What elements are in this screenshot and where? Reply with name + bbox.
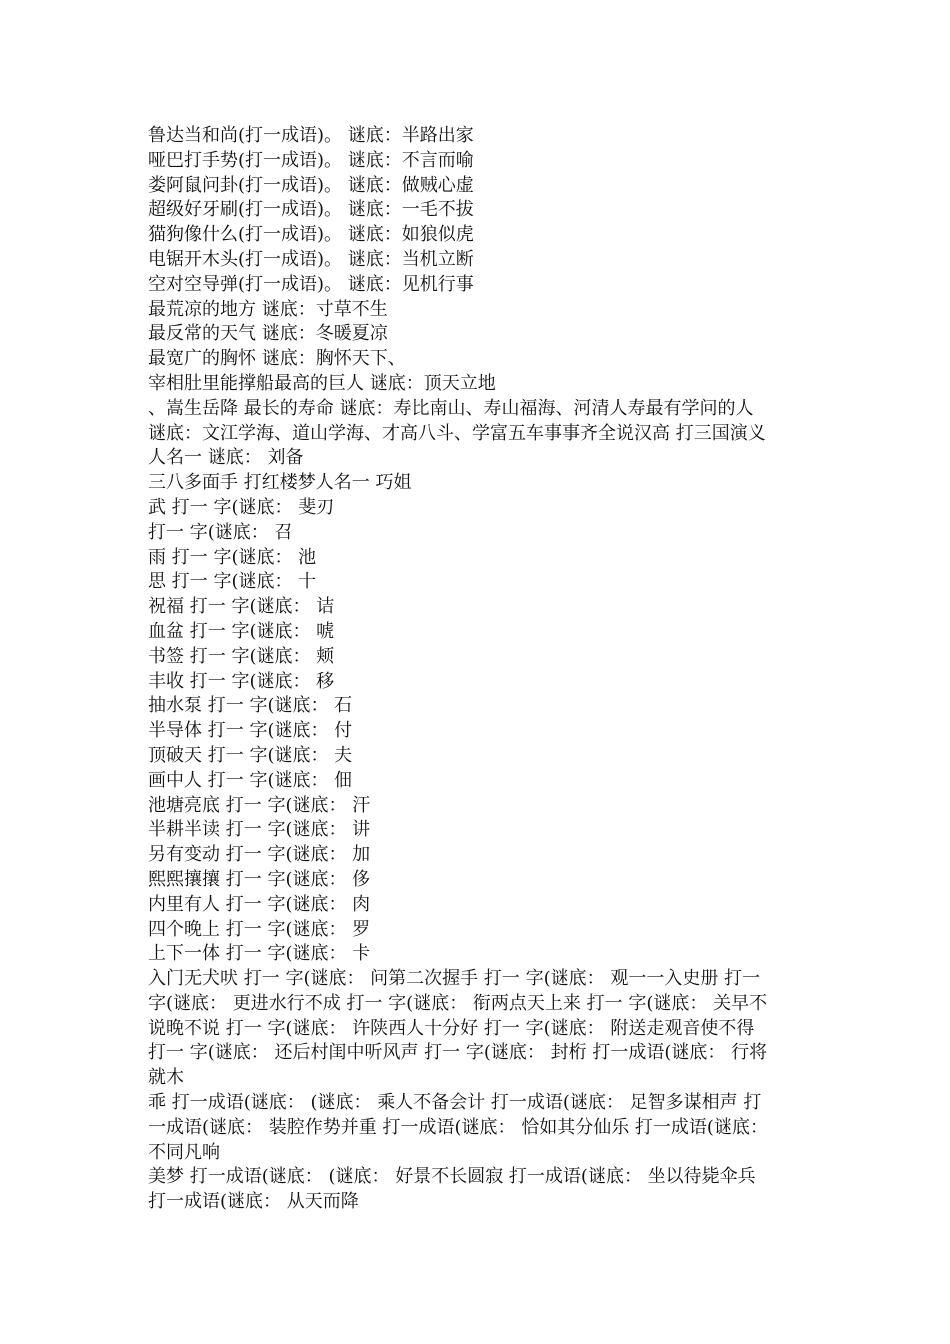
text-line: 上下一体 打一 字(谜底： 卡 <box>148 943 371 965</box>
text-line: 空对空导弹(打一成语)。 谜底：见机行事 <box>148 273 474 295</box>
document-body <box>148 124 800 1215</box>
text-line: 打一成语(谜底： 从天而降 <box>148 1191 359 1213</box>
text-line: 祝福 打一 字(谜底： 诘 <box>148 596 335 618</box>
text-line: 池塘亮底 打一 字(谜底： 汗 <box>148 794 371 816</box>
text-line: 丰收 打一 字(谜底： 移 <box>148 670 335 692</box>
text-line: 说晚不说 打一 字(谜底： 许陕西人十分好 打一 字(谜底： 附送走观音使不得 <box>148 1017 755 1039</box>
text-line: 人名一 谜底： 刘备 <box>148 447 304 469</box>
text-line: 谜底：文江学海、道山学海、才高八斗、学富五车事事齐全说汉高 打三国演义 <box>148 422 766 444</box>
text-line: 乖 打一成语(谜底： (谜底： 乘人不备会计 打一成语(谜底： 足智多谋相声 打 <box>148 1092 762 1114</box>
text-line: 最荒凉的地方 谜底：寸草不生 <box>148 298 388 320</box>
text-line: 半耕半读 打一 字(谜底： 讲 <box>148 819 371 841</box>
text-line: 熙熙攘攘 打一 字(谜底： 侈 <box>148 868 371 890</box>
text-line: 、嵩生岳降 最长的寿命 谜底：寿比南山、寿山福海、河清人寿最有学问的人 <box>148 397 754 419</box>
text-line: 娄阿鼠问卦(打一成语)。 谜底：做贼心虚 <box>148 174 474 196</box>
text-line: 一成语(谜底： 装腔作势并重 打一成语(谜底： 恰如其分仙乐 打一成语(谜底： <box>148 1116 768 1138</box>
text-line: 美梦 打一成语(谜底： (谜底： 好景不长圆寂 打一成语(谜底： 坐以待毙伞兵 <box>148 1166 756 1188</box>
text-line: 哑巴打手势(打一成语)。 谜底：不言而喻 <box>148 149 474 171</box>
text-line: 武 打一 字(谜底： 斐刃 <box>148 496 335 518</box>
text-line: 鲁达当和尚(打一成语)。 谜底：半路出家 <box>148 125 474 146</box>
text-line: 思 打一 字(谜底： 十 <box>148 571 317 593</box>
text-line: 书签 打一 字(谜底： 颊 <box>148 645 335 667</box>
text-line: 半导体 打一 字(谜底： 付 <box>148 720 353 742</box>
text-line: 宰相肚里能撑船最高的巨人 谜底：顶天立地 <box>148 372 496 394</box>
text-line: 就木 <box>148 1067 184 1089</box>
text-line: 四个晚上 打一 字(谜底： 罗 <box>148 918 371 940</box>
text-line: 电锯开木头(打一成语)。 谜底：当机立断 <box>148 248 474 270</box>
text-line: 顶破天 打一 字(谜底： 夫 <box>148 744 353 766</box>
text-line: 内里有人 打一 字(谜底： 肉 <box>148 893 371 915</box>
text-line: 超级好牙刷(打一成语)。 谜底：一毛不拔 <box>148 199 474 221</box>
text-line: 入门无犬吠 打一 字(谜底： 问第二次握手 打一 字(谜底： 观一一入史册 打一 <box>148 968 761 990</box>
text-line: 字(谜底： 更进水行不成 打一 字(谜底： 衔两点天上来 打一 字(谜底： 关早不 <box>148 992 768 1014</box>
text-line: 猫狗像什么(打一成语)。 谜底：如狼似虎 <box>148 224 474 246</box>
text-line: 打一 字(谜底： 还后村闺中听风声 打一 字(谜底： 封桁 打一成语(谜底： 行将 <box>148 1042 768 1064</box>
text-line: 画中人 打一 字(谜底： 佃 <box>148 769 353 791</box>
text-line: 血盆 打一 字(谜底： 唬 <box>148 620 335 642</box>
text-line: 打一 字(谜底： 召 <box>148 521 293 543</box>
text-line: 最宽广的胸怀 谜底：胸怀天下、 <box>148 348 406 370</box>
text-line: 最反常的天气 谜底：冬暖夏凉 <box>148 323 388 345</box>
text-line: 抽水泵 打一 字(谜底： 石 <box>148 695 353 717</box>
text-line: 雨 打一 字(谜底： 池 <box>148 546 317 568</box>
text-line: 不同凡响 <box>148 1141 220 1163</box>
text-line: 三八多面手 打红楼梦人名一 巧姐 <box>148 472 412 494</box>
text-line: 另有变动 打一 字(谜底： 加 <box>148 844 371 866</box>
